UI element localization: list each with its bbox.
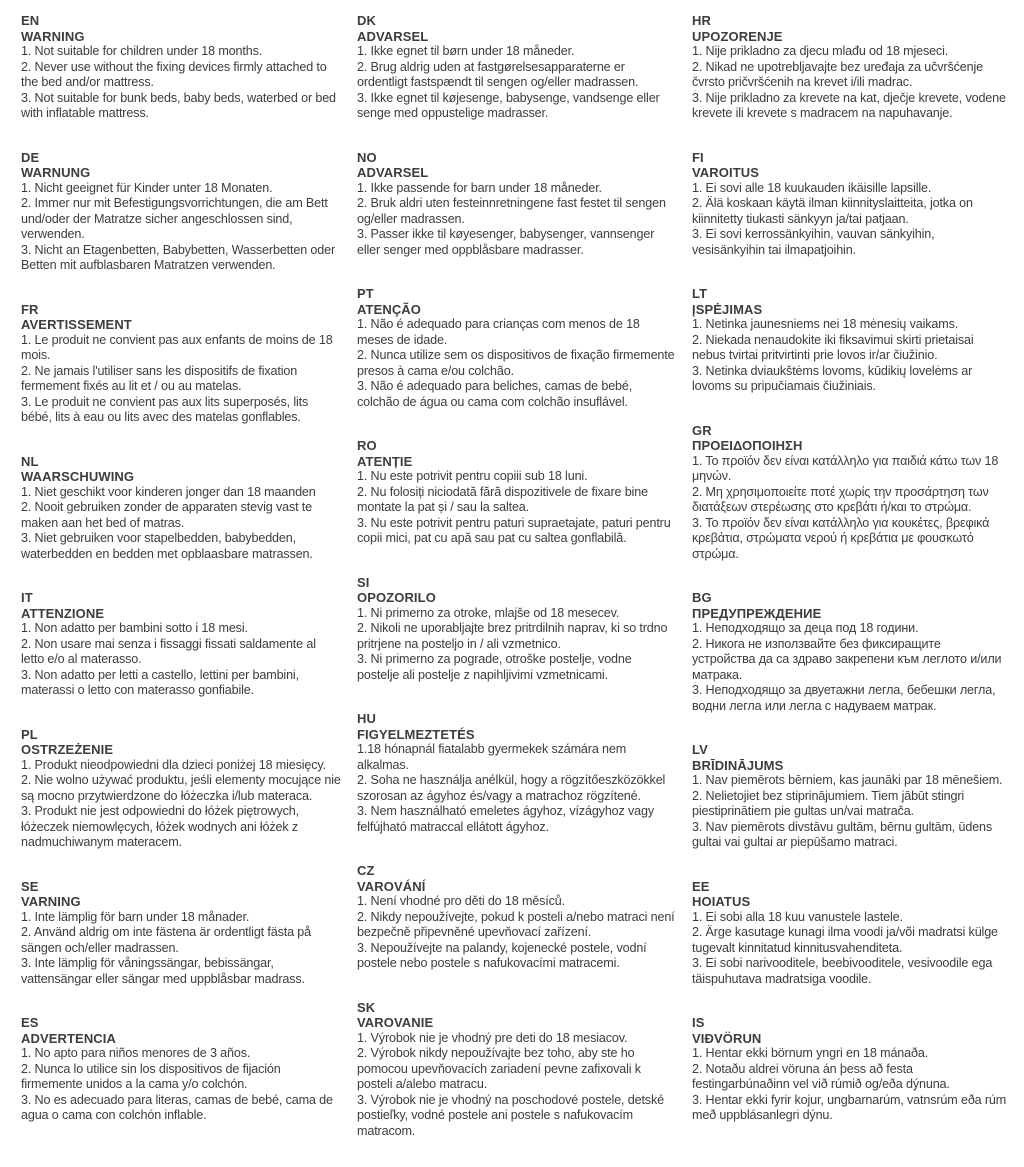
- warning-item: 1. Není vhodné pro děti do 18 měsíců.: [357, 894, 565, 908]
- warning-item: 3. Nu este potrivit pentru paturi supraetajate, paturi pentru copii mici, pat cu apă sau pat cu saltea gonflabilă.: [357, 515, 671, 545]
- warning-item: 1. Nav piemērots bērniem, kas jaunāki par 18 mēnešiem.: [692, 773, 1003, 787]
- warning-item: 2. Soha ne használja anélkül, hogy a rögzítőeszközökkel szorosan az ágyhoz és/vagy a matrachoz rögzítené.: [357, 773, 666, 803]
- language-section-no: [357, 150, 676, 259]
- section-body: [21, 758, 341, 851]
- section-body: [692, 910, 1007, 988]
- warning-item: 3. Nem használható emeletes ágyhoz, vízágyhoz vagy felfújható matraccal ellátott ágyhoz.: [357, 804, 655, 834]
- warning-item: 2. Nikdy nepoužívejte, pokud k posteli a/nebo matraci není bezpečně připevněné upevňovací zařízení.: [357, 909, 675, 939]
- section-body: [21, 333, 341, 426]
- warning-heading: VIÐVÖRUN: [692, 1030, 762, 1046]
- language-code-label: FI: [692, 149, 704, 165]
- language-section-gr: [692, 423, 1007, 563]
- warning-item: 2. Nie wolno używać produktu, jeśli elementy mocujące nie są mocno przytwierdzone do łóżeczka i/lub materaca.: [21, 773, 341, 803]
- section-body: [357, 44, 676, 122]
- warning-item: 3. No es adecuado para literas, camas de bebé, cama de agua o cama con colchón inflable.: [21, 1092, 333, 1122]
- language-code-label: NL: [21, 453, 39, 469]
- warning-item: 1. Nicht geeignet für Kinder unter 18 Monaten.: [21, 180, 273, 195]
- warning-item: 2. Nunca lo utilice sin los dispositivos de fijación firmemente unidos a la cama y/o colchón.: [21, 1061, 281, 1091]
- warning-item: 1. Não é adequado para crianças com menos de 18 meses de idade.: [357, 317, 640, 347]
- warning-item: 3. Non adatto per letti a castello, lettini per bambini, materassi o letto con materasso gonfiabile.: [21, 667, 299, 697]
- warning-heading: ATENȚIE: [357, 453, 413, 469]
- language-section-en: [21, 13, 341, 122]
- language-code-label: CZ: [357, 863, 375, 878]
- language-section-se: [21, 879, 341, 988]
- warning-item: 1. Nije prikladno za djecu mlađu od 18 mjeseci.: [692, 44, 949, 58]
- warning-item: 2. Brug aldrig uden at fastgørelsesapparaterne er ordentligt fastspændt til sengen og/eller madrassen.: [357, 59, 639, 89]
- language-section-fi: [692, 150, 1007, 259]
- warning-item: 2. Nikad ne upotrebljavajte bez uređaja za učvršćenje čvrsto pričvršćenih na krevet i/ili madrac.: [692, 59, 983, 89]
- language-code-label: EN: [21, 13, 40, 28]
- warning-item: 3. Výrobok nie je vhodný na poschodové postele, detské postieľky, vodné postele ani postele s nafukovacím matracom.: [357, 1092, 664, 1138]
- language-section-ro: [357, 438, 676, 547]
- language-section-lt: [692, 286, 1007, 395]
- warning-item: 3. Le produit ne convient pas aux lits superposés, lits bébé, lits à eau ou lits avec des matelas gonflables.: [21, 394, 309, 424]
- language-section-es: [21, 1015, 341, 1124]
- section-body: [357, 317, 676, 410]
- warning-item: 3. Ni primerno za pograde, otroške postelje, vodne postelje ali postelje z napihljivimi vzmetnicami.: [357, 652, 632, 682]
- language-code-label: IS: [692, 1015, 705, 1030]
- warning-item: 2. Nu folosiți niciodată fără dispozitivele de fixare bine montate la pat și / sau la saltea.: [357, 484, 648, 514]
- language-code-label: PL: [21, 726, 38, 742]
- language-section-de: [21, 150, 341, 274]
- warning-item: 1. Inte lämplig för barn under 18 månader.: [21, 909, 250, 924]
- warning-item: 2. Immer nur mit Befestigungsvorrichtungen, die am Bett und/oder der Matratze sicher angeschlossen sind, verwenden.: [21, 196, 328, 241]
- column-2: [357, 13, 676, 1167]
- warning-heading: UPOZORENJE: [692, 28, 783, 44]
- language-code-label: SI: [357, 574, 370, 590]
- language-code-label: DK: [357, 13, 376, 28]
- warning-item: 2. Bruk aldri uten festeinnretningene fast festet til sengen og/eller madrassen.: [357, 196, 666, 226]
- section-body: [692, 454, 1007, 563]
- warning-item: 1. Hentar ekki börnum yngri en 18 mánaða.: [692, 1046, 929, 1060]
- language-code-label: BG: [692, 590, 712, 605]
- warning-item: 2. Nunca utilize sem os dispositivos de fixação firmemente presos à cama e/ou colchão.: [357, 348, 675, 378]
- warning-item: 1. Not suitable for children under 18 months.: [21, 44, 263, 58]
- warning-item: 3. Το προϊόν δεν είναι κατάλληλο για κουκέτες, βρεφικά κρεβάτια, στρώματα νερού ή κρεβάτια με φουσκωτό στρώμα.: [692, 515, 990, 561]
- language-section-ee: [692, 879, 1007, 988]
- language-code-label: EE: [692, 878, 710, 894]
- warning-item: 3. Nicht an Etagenbetten, Babybetten, Wasserbetten oder Betten mit aufblasbaren Matratzen verwenden.: [21, 242, 336, 272]
- language-code-label: LT: [692, 286, 708, 301]
- warning-heading: HOIATUS: [692, 894, 751, 909]
- warning-item: 3. Passer ikke til køyesenger, babysenger, vannsenger eller senger med oppblåsbare madrasser.: [357, 227, 655, 257]
- section-body: [692, 317, 1007, 395]
- warning-item: 3. Ikke egnet til køjesenge, babysenge, vandsenge eller senge med oppustelige madrasser.: [357, 90, 660, 120]
- warning-item: 1. Ikke egnet til børn under 18 måneder.: [357, 44, 575, 58]
- warning-heading: BRĪDINĀJUMS: [692, 757, 784, 773]
- warning-heading: OPOZORILO: [357, 590, 436, 605]
- language-code-label: SK: [357, 999, 376, 1015]
- warning-item: 2. Никога не използвайте без фиксиращите устройства да са здраво закрепени към леглото и/или матрака.: [692, 636, 1002, 682]
- warning-item: 2. Nikoli ne uporabljajte brez pritrdilnih naprav, ki so trdno pritrjene na posteljo in / ali vzmetnico.: [357, 621, 668, 651]
- section-body: [21, 621, 341, 699]
- warning-item: 2. Nooit gebruiken zonder de apparaten stevig vast te maken aan het bed of matras.: [21, 500, 312, 530]
- warning-item: 1. Το προϊόν δεν είναι κατάλληλο για παιδιά κάτω των 18 μηνών.: [692, 453, 999, 483]
- warning-item: 3. Ei sovi kerrossänkyihin, vauvan sänkyihin, vesisänkyihin tai ilmapatjoihin.: [692, 227, 935, 257]
- warning-item: 2. Ärge kasutage kunagi ilma voodi ja/või madratsi külge tugevalt kinnitatud kinnitusvahenditeta.: [692, 925, 998, 955]
- warning-item: 2. Nelietojiet bez stiprinājumiem. Tiem jābūt stingri piestiprinātiem pie gultas un/vai matrača.: [692, 788, 965, 818]
- warning-item: 3. Ei sobi narivooditele, beebivooditele, vesivoodile ega täispuhutava madratsiga voodile.: [692, 956, 993, 986]
- warning-item: 2. Μη χρησιμοποιείτε ποτέ χωρίς την προσάρτηση των διατάξεων στερέωσης στο κρεβάτι ή/και το στρώμα.: [692, 484, 989, 514]
- warning-item: 2. Notaðu aldrei vöruna án þess að festa festingarbúnaðinn vel við rúmið og/eða dýnuna.: [692, 1061, 950, 1091]
- warning-heading: ADVERTENCIA: [21, 1030, 116, 1046]
- warning-heading: VAROVANIE: [357, 1015, 434, 1030]
- language-section-pt: [357, 286, 676, 410]
- warning-item: 1. No apto para niños menores de 3 años.: [21, 1046, 251, 1060]
- language-section-nl: [21, 454, 341, 563]
- warning-heading: ADVARSEL: [357, 165, 429, 180]
- warning-item: 1. Ei sovi alle 18 kuukauden ikäisille lapsille.: [692, 180, 932, 195]
- section-body: [21, 910, 341, 988]
- section-body: [21, 44, 341, 122]
- language-code-label: LV: [692, 742, 708, 757]
- language-section-it: [21, 590, 341, 699]
- warning-item: 1.18 hónapnál fiatalabb gyermekek számára nem alkalmas.: [357, 742, 627, 772]
- warning-heading: ADVARSEL: [357, 28, 429, 44]
- language-code-label: PT: [357, 286, 374, 301]
- warning-item: 3. Неподходящо за двуетажни легла, бебешки легла, водни легла или легла с надуваем матрак.: [692, 683, 996, 713]
- language-section-dk: [357, 13, 676, 122]
- section-body: [357, 181, 676, 259]
- warning-item: 3. Not suitable for bunk beds, baby beds, waterbed or bed with inflatable mattress.: [21, 90, 336, 120]
- warning-item: 3. Nav piemērots divstāvu gultām, bērnu gultām, ūdens gultai vai gultai ar piepūšamo matraci.: [692, 819, 993, 849]
- language-code-label: NO: [357, 149, 377, 165]
- section-body: [692, 621, 1007, 714]
- warning-item: 1. Netinka jaunesniems nei 18 mėnesių vaikams.: [692, 317, 959, 331]
- language-code-label: HR: [692, 13, 711, 28]
- warning-heading: WARNUNG: [21, 165, 91, 180]
- section-body: [357, 742, 676, 835]
- warning-item: 1. Le produit ne convient pas aux enfants de moins de 18 mois.: [21, 332, 333, 362]
- language-code-label: FR: [21, 301, 39, 317]
- section-body: [357, 894, 676, 972]
- warning-heading: ATENÇÃO: [357, 301, 422, 317]
- column-3: [692, 13, 1007, 1167]
- warning-item: 3. Inte lämplig för våningssängar, bebissängar, vattensängar eller sängar med uppblåsbar madrass.: [21, 956, 305, 986]
- language-section-pl: [21, 727, 341, 851]
- warning-item: 2. Never use without the fixing devices firmly attached to the bed and/or mattress.: [21, 59, 327, 89]
- language-section-fr: [21, 302, 341, 426]
- warning-heading: VAROITUS: [692, 165, 760, 180]
- warning-item: 2. Använd aldrig om inte fästena är ordentligt fästa på sängen och/eller madrassen.: [21, 925, 311, 955]
- section-body: [692, 181, 1007, 259]
- language-section-is: [692, 1015, 1007, 1124]
- warning-heading: VAROVÁNÍ: [357, 878, 426, 894]
- language-section-sk: [357, 1000, 676, 1140]
- language-code-label: DE: [21, 149, 40, 165]
- warning-item: 1. Nu este potrivit pentru copiii sub 18 luni.: [357, 469, 588, 483]
- warning-item: 1. Non adatto per bambini sotto i 18 mesi.: [21, 621, 248, 635]
- warning-item: 2. Niekada nenaudokite iki fiksavimui skirti prietaisai nebus tvirtai pritvirtinti prie lovos ir/ar čiužinio.: [692, 332, 974, 362]
- warning-heading: AVERTISSEMENT: [21, 317, 132, 332]
- section-body: [21, 181, 341, 274]
- section-body: [692, 1046, 1007, 1124]
- warning-item: 1. Niet geschikt voor kinderen jonger dan 18 maanden: [21, 484, 316, 499]
- warning-heading: WARNING: [21, 28, 85, 44]
- warning-item: 1. Produkt nieodpowiedni dla dzieci poniżej 18 miesięcy.: [21, 757, 326, 772]
- warning-heading: VARNING: [21, 894, 81, 909]
- warning-heading: WAARSCHUWING: [21, 469, 135, 484]
- warning-item: 3. Não é adequado para beliches, camas de bebé, colchão de água ou cama com colchão insuflável.: [357, 379, 633, 409]
- section-body: [357, 1031, 676, 1140]
- warning-item: 3. Niet gebruiken voor stapelbedden, babybedden, waterbedden en bedden met opblaasbare matrassen.: [21, 531, 313, 561]
- warning-heading: ΠΡΟΕΙΔΟΠΟΙΗΣΗ: [692, 438, 803, 453]
- section-body: [692, 773, 1007, 851]
- warning-item: 3. Produkt nie jest odpowiedni do łóżek piętrowych, łóżeczek niemowlęcych, łóżek wodnych ani łóżek z nadmuchiwanym materacem.: [21, 804, 299, 849]
- warning-item: 1. Ei sobi alla 18 kuu vanustele lastele.: [692, 909, 903, 924]
- language-section-cz: [357, 863, 676, 972]
- warning-item: 2. Non usare mai senza i fissaggi fissati saldamente al letto e/o al materasso.: [21, 636, 316, 666]
- warning-item: 3. Hentar ekki fyrir kojur, ungbarnarúm, vatnsrúm eða rúm með uppblásanlegri dýnu.: [692, 1092, 1007, 1122]
- warning-item: 2. Výrobok nikdy nepoužívajte bez toho, aby ste ho pomocou upevňovacích zariadení pevne zafixovali k posteli a/alebo matracu.: [357, 1046, 641, 1091]
- warning-heading: ATTENZIONE: [21, 605, 105, 621]
- section-body: [21, 485, 341, 563]
- warning-item: 1. Ikke passende for barn under 18 måneder.: [357, 180, 602, 195]
- warning-item: 2. Älä koskaan käytä ilman kiinnityslaitteita, jotka on kiinnitetty tiukasti sänkyyn ja/tai patjaan.: [692, 196, 973, 226]
- warning-item: 2. Ne jamais l'utiliser sans les dispositifs de fixation fermement fixés au lit et / ou au matelas.: [21, 363, 298, 393]
- section-body: [357, 606, 676, 684]
- warning-item: 3. Nepoužívejte na palandy, kojenecké postele, vodní postele nebo postele s nafukovacími matracemi.: [357, 940, 647, 970]
- section-body: [692, 44, 1007, 122]
- language-section-hr: [692, 13, 1007, 122]
- language-code-label: IT: [21, 590, 33, 605]
- warning-item: 1. Výrobok nie je vhodný pre deti do 18 mesiacov.: [357, 1030, 628, 1045]
- language-code-label: GR: [692, 422, 712, 438]
- language-section-hu: [357, 711, 676, 835]
- warning-heading: FIGYELMEZTETÉS: [357, 726, 475, 742]
- warning-item: 3. Netinka dviaukštėms lovoms, kūdikių lovelėms ar lovoms su pripučiamais čiužiniais.: [692, 363, 973, 393]
- warning-heading: ĮSPĖJIMAS: [692, 301, 763, 317]
- language-code-label: SE: [21, 878, 39, 894]
- warning-item: 1. Неподходящо за деца под 18 години.: [692, 621, 919, 635]
- section-body: [357, 469, 676, 547]
- warning-item: 1. Ni primerno za otroke, mlajše od 18 mesecev.: [357, 605, 620, 620]
- language-section-si: [357, 575, 676, 684]
- warning-heading: OSTRZEŻENIE: [21, 742, 114, 757]
- language-section-bg: [692, 590, 1007, 714]
- warning-item: 3. Nije prikladno za krevete na kat, dječje krevete, vodene krevete ili krevete s madracem na napuhavanje.: [692, 90, 1006, 120]
- section-body: [21, 1046, 341, 1124]
- language-code-label: HU: [357, 711, 376, 726]
- warning-heading: ПРЕДУПРЕЖДЕНИЕ: [692, 605, 822, 621]
- column-1: [21, 13, 341, 1167]
- language-code-label: ES: [21, 1015, 39, 1030]
- language-code-label: RO: [357, 438, 377, 453]
- language-section-lv: [692, 742, 1007, 851]
